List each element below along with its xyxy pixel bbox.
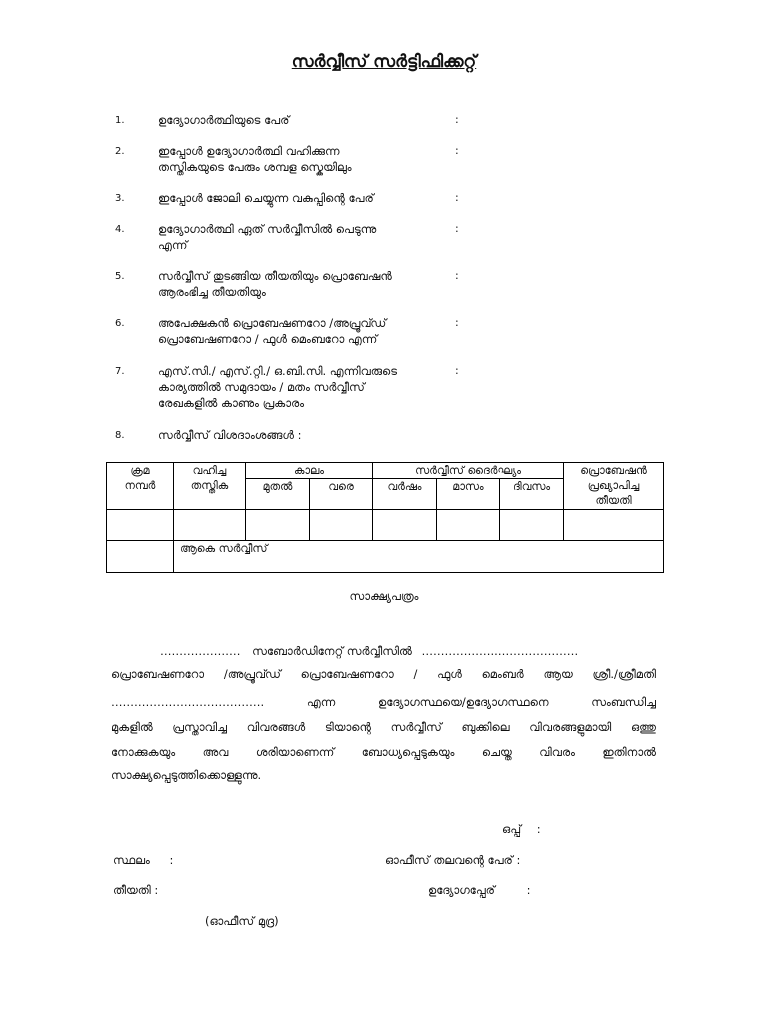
signature-text: ഒപ്പ് <box>502 822 522 836</box>
word: ഇതിനാൽ <box>602 745 656 759</box>
word: ബോധ്യപ്പെടുകയും <box>361 745 455 759</box>
word: മെംബർ <box>481 667 524 681</box>
word: നോക്കുകയും <box>111 745 176 759</box>
item-label: ഇപ്പോൾ ജോലി ചെയ്യുന്ന വകുപ്പിന്റെ പേര് <box>158 191 374 205</box>
word: ടിയാന്റെ <box>324 720 371 734</box>
header-day: ദിവസം <box>500 479 564 510</box>
item-number: 4. <box>115 224 125 235</box>
table-header-row <box>107 463 664 479</box>
word: സംബന്ധിച്ച <box>591 695 656 709</box>
designation-text: ഉദ്യോഗപ്പേര് <box>428 883 495 897</box>
header-period: കാലം <box>246 463 373 479</box>
header-service-duration: സർവ്വീസ് ദൈർഘ്യം <box>373 463 564 479</box>
word: /അപ്രൂവ്ഡ് <box>223 667 281 681</box>
word: വിവരം <box>539 745 575 759</box>
table-cell <box>500 510 564 541</box>
item-number: 8. <box>115 430 125 441</box>
place-text: സ്ഥലം <box>113 853 150 867</box>
office-head-label: ഓഫീസ് തലവന്റെ പേര് : <box>385 853 521 867</box>
header-serial-number: ക്രമ നമ്പർ <box>107 463 174 510</box>
certificate-line-2 <box>111 667 656 682</box>
date-label: തീയതി : <box>113 883 159 897</box>
table-cell <box>437 510 500 541</box>
word: എന്ന <box>306 695 336 709</box>
item-number: 7. <box>115 366 125 377</box>
service-details-table <box>106 462 664 573</box>
header-from: മുതൽ <box>246 479 310 510</box>
word: പ്രൊബേഷണറോ <box>111 667 205 681</box>
designation-label <box>428 883 530 898</box>
page-title: സർവ്വീസ് സർട്ടിഫിക്കറ്റ് <box>291 52 477 72</box>
place-label <box>113 853 173 868</box>
table-cell <box>246 510 310 541</box>
table-cell <box>174 510 246 541</box>
certificate-line-3 <box>111 695 656 710</box>
header-month: മാസം <box>437 479 500 510</box>
certificate-line-6: സാക്ഷ്യപ്പെടുത്തിക്കൊള്ളുന്നു. <box>111 768 262 782</box>
item-number: 3. <box>115 193 125 204</box>
word: / <box>413 667 418 681</box>
place-colon: : <box>169 853 174 867</box>
table-cell <box>564 510 664 541</box>
table-cell <box>373 510 437 541</box>
item-colon: : <box>455 269 459 282</box>
header-to: വരെ <box>310 479 373 510</box>
certificate-line-5 <box>111 745 656 760</box>
word: ശരിയാണെന്ന് <box>255 745 335 759</box>
subordinate-service-text: സബോർഡിനേറ്റ് സർവ്വീസിൽ <box>252 644 412 658</box>
item-colon: : <box>455 316 459 329</box>
certificate-line-4 <box>111 720 656 735</box>
signature-colon: : <box>536 822 541 836</box>
item-number: 1. <box>115 115 125 126</box>
word: സർവ്വീസ് <box>390 720 442 734</box>
table-total-row <box>107 541 664 573</box>
office-seal-label: (ഓഫീസ് മുദ്ര) <box>205 914 279 928</box>
item-colon: : <box>455 113 459 126</box>
item-label: സർവ്വീസ് തുടങ്ങിയ തീയതിയും പ്രൊബേഷൻ ആരംഭിച്ച തീയതിയും <box>158 269 392 299</box>
blank-dots: ………………..………………… <box>421 644 579 658</box>
header-probation-date: പ്രൊബേഷൻ പ്രഖ്യാപിച്ച തീയതി <box>564 463 664 510</box>
item-label: ഇപ്പോൾ ഉദ്യോഗാർത്ഥി വഹിക്കുന്ന തസ്തികയുടെ പേരും ശമ്പള സ്കെയിലും <box>158 144 352 174</box>
header-post-held: വഹിച്ച തസ്തിക <box>174 463 246 510</box>
table-cell <box>107 541 174 573</box>
word: ഒത്തു <box>630 720 656 734</box>
blank-dots: ………………… <box>160 644 241 658</box>
item-colon: : <box>455 364 459 377</box>
word: വിവരങ്ങൾ <box>246 720 306 734</box>
item-number: 5. <box>115 271 125 282</box>
word: ശ്രീ./ശ്രീമതി <box>592 667 656 681</box>
item-colon: : <box>455 191 459 204</box>
blank-dots: …………………………………. <box>111 695 265 709</box>
word: വിവരങ്ങളുമായി <box>529 720 612 734</box>
table-cell <box>107 510 174 541</box>
word: ബുക്കിലെ <box>461 720 510 734</box>
word: പ്രൊബേഷണറോ <box>300 667 394 681</box>
item-label: അപേക്ഷകൻ പ്രൊബേഷണറോ /അപ്രൂവ്ഡ് പ്രൊബേഷണറോ / ഫുൾ മെംബറോ എന്ന് <box>158 316 387 346</box>
word: ഉദ്യോഗസ്ഥയെ/ഉദ്യോഗസ്ഥനെ <box>378 695 549 709</box>
certificate-heading: സാക്ഷ്യപത്രം <box>349 589 419 603</box>
item-label: ഉദ്യോഗാർത്ഥിയുടെ പേര് <box>158 113 290 127</box>
item-number: 2. <box>115 146 125 157</box>
item-colon: : <box>455 222 459 235</box>
word: ഫുൾ <box>437 667 462 681</box>
item-number: 6. <box>115 318 125 329</box>
word: മുകളിൽ <box>111 720 153 734</box>
word: അവ <box>202 745 229 759</box>
certificate-line-1 <box>160 644 578 659</box>
table-row <box>107 510 664 541</box>
word: പ്രസ്താവിച്ച <box>172 720 227 734</box>
item-label: ഉദ്യോഗാർത്ഥി ഏത് സർവ്വീസിൽ പെടുന്നു എന്ന് <box>158 222 377 252</box>
signature-label <box>502 822 541 837</box>
header-year: വർഷം <box>373 479 437 510</box>
word: ആയ <box>543 667 573 681</box>
item-label: സർവ്വീസ് വിശദാംശങ്ങൾ : <box>158 428 302 442</box>
designation-colon: : <box>526 883 531 897</box>
total-service-label: ആകെ സർവ്വീസ് <box>174 541 664 573</box>
table-cell <box>310 510 373 541</box>
word: ചെയ്ത <box>481 745 512 759</box>
item-label: എസ്.സി./ എസ്.റ്റി./ ഒ.ബി.സി. എന്നിവരുടെ കാര്യത്തിൽ സമുദായം / മതം സർവ്വീസ് രേഖകളിൽ കാണും പ്രകാരം <box>158 364 397 410</box>
item-colon: : <box>455 144 459 157</box>
